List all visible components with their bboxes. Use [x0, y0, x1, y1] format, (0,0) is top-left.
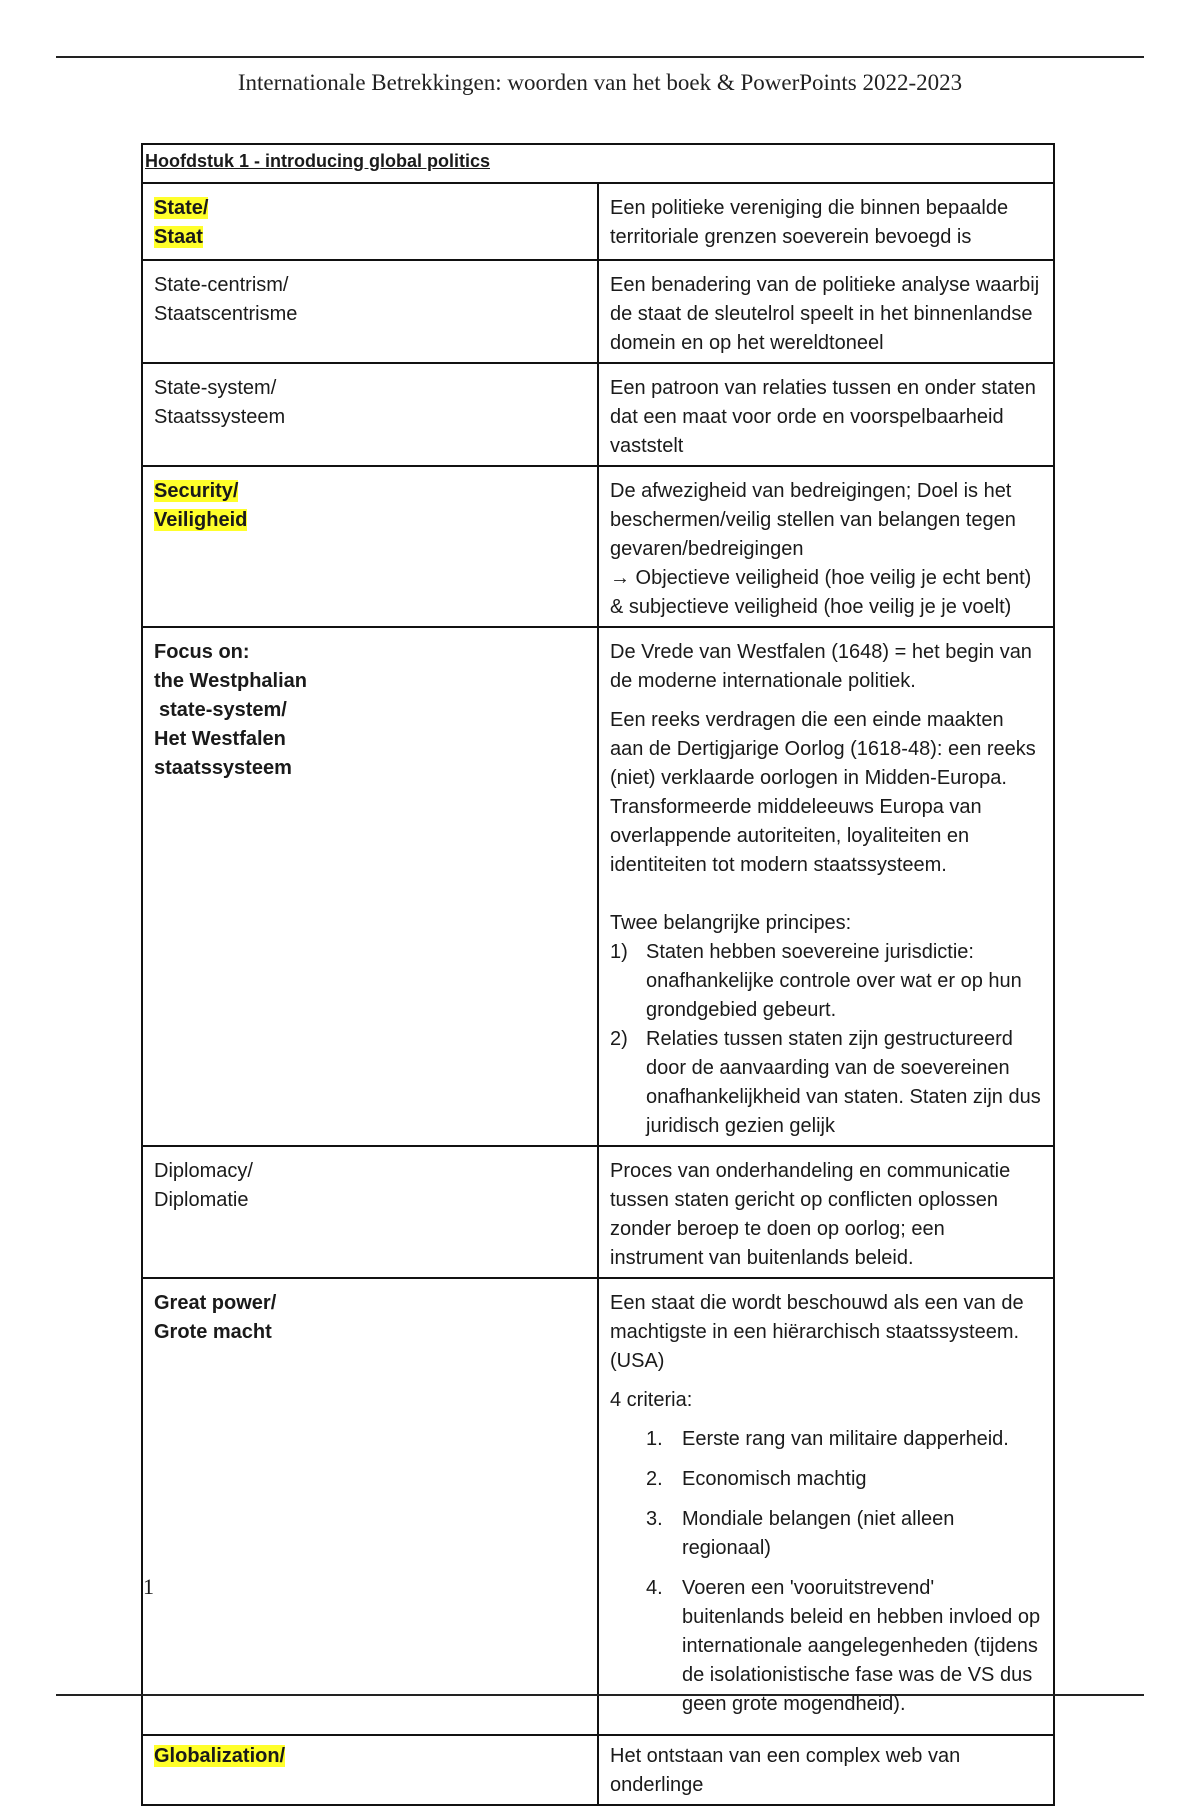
definition-text: Een reeks verdragen die een einde maakten aan de Dertigjarige Oorlog (1618-48): een reeks (niet) verklaarde oorlogen in Midden-Europa. Transformeerde middeleeuws Europa van overlappende autoriteiten, loyaliteiten en identiteiten tot modern staatssysteem.	[610, 709, 1036, 876]
term-line: Focus on:	[154, 641, 250, 663]
definition-text: Een patroon van relaties tussen en onder staten dat een maat voor orde en voorspelbaarheid vaststelt	[610, 377, 1036, 457]
list-item	[610, 1465, 1042, 1494]
definition-text: De Vrede van Westfalen (1648) = het begin van de moderne internationale politiek.	[610, 641, 1032, 692]
table-row	[142, 1278, 1054, 1735]
list-text: Relaties tussen staten zijn gestructureerd door de aanvaarding van de soevereinen onafhankelijkheid van staten. Staten zijn dus juridisch gezien gelijk	[646, 1028, 1041, 1137]
definition-text: Proces van onderhandeling en communicatie tussen staten gericht op conflicten oplossen zonder beroep te doen op oorlog; een instrument van buitenlands beleid.	[610, 1160, 1011, 1269]
criteria-heading: 4 criteria:	[610, 1389, 693, 1411]
page-number: 1	[143, 1574, 154, 1599]
list-item	[610, 1425, 1042, 1454]
term-cell	[142, 627, 598, 1146]
term-nl: Staatssysteem	[154, 406, 286, 428]
list-item	[610, 1025, 1042, 1141]
term-cell	[142, 466, 598, 627]
list-number: 2)	[610, 1028, 628, 1050]
table-row	[142, 466, 1054, 627]
list-text: Voeren een 'vooruitstrevend' buitenlands beleid en hebben invloed op internationale aangelegenheden (tijdens de isolationistische fase was de VS dus geen grote mogendheid).	[682, 1577, 1041, 1715]
page-header: Internationale Betrekkingen: woorden van het boek & PowerPoints 2022-2023	[237, 70, 963, 95]
list-text: Mondiale belangen (niet alleen regionaal)	[682, 1508, 955, 1559]
definition-cell	[598, 1278, 1054, 1735]
list-item	[610, 1505, 1042, 1563]
table-row	[142, 183, 1054, 260]
term-en: State/	[154, 197, 209, 219]
definition-text: Een politieke vereniging die binnen bepaalde territoriale grenzen soeverein bevoegd is	[610, 197, 1009, 248]
term-cell	[142, 260, 598, 363]
term-en: Globalization/	[154, 1745, 286, 1767]
table-row	[142, 1146, 1054, 1278]
term-nl: Staatscentrisme	[154, 303, 298, 325]
spacer	[610, 880, 1042, 909]
definition-note: → Objectieve veiligheid (hoe veilig je echt bent) & subjectieve veiligheid (hoe veilig je je voelt)	[610, 567, 1032, 618]
definition-text: De afwezigheid van bedreigingen; Doel is het beschermen/veilig stellen van belangen tegen gevaren/bedreigingen	[610, 480, 1016, 560]
term-line: staatssysteem	[154, 757, 292, 779]
list-number: 4.	[646, 1577, 663, 1599]
definition-cell	[598, 627, 1054, 1146]
term-nl: Staat	[154, 226, 203, 248]
definition-cell	[598, 1146, 1054, 1278]
term-cell	[142, 1278, 598, 1735]
term-nl: Veiligheid	[154, 509, 248, 531]
definition-cell	[598, 466, 1054, 627]
definition-cell	[598, 363, 1054, 466]
definition-text: Een benadering van de politieke analyse waarbij de staat de sleutelrol speelt in het binnenlandse domein en op het wereldtoneel	[610, 274, 1040, 354]
definition-cell	[598, 183, 1054, 260]
header-rule	[56, 56, 1144, 58]
list-number: 1)	[610, 941, 628, 963]
list-number: 3.	[646, 1508, 663, 1530]
principles-list	[610, 938, 1042, 1141]
list-item	[610, 938, 1042, 1025]
list-text: Eerste rang van militaire dapperheid.	[682, 1428, 1009, 1450]
table-row	[142, 260, 1054, 363]
criteria-list	[610, 1425, 1042, 1719]
list-text: Staten hebben soevereine jurisdictie: onafhankelijke controle over wat er op hun grondgebied gebeurt.	[646, 941, 1022, 1021]
term-en: Security/	[154, 480, 239, 502]
term-en: State-system/	[154, 377, 277, 399]
principles-heading: Twee belangrijke principes:	[610, 912, 852, 934]
term-en: Great power/	[154, 1292, 277, 1314]
table-row	[142, 627, 1054, 1146]
term-line: the Westphalian	[154, 670, 307, 692]
term-en: State-centrism/	[154, 274, 289, 296]
definition-text: Het ontstaan van een complex web van onderlinge	[610, 1745, 961, 1796]
table-row	[142, 1735, 1054, 1805]
chapter-row	[142, 144, 1054, 183]
glossary-table	[141, 143, 1055, 1806]
chapter-title: Hoofdstuk 1 - introducing global politics	[145, 151, 490, 171]
list-number: 1.	[646, 1428, 663, 1450]
table-row	[142, 363, 1054, 466]
term-line: state-system/	[159, 699, 287, 721]
term-cell	[142, 363, 598, 466]
list-number: 2.	[646, 1468, 663, 1490]
term-nl: Grote macht	[154, 1321, 272, 1343]
term-nl: Diplomatie	[154, 1189, 249, 1211]
term-en: Diplomacy/	[154, 1160, 253, 1182]
list-item	[610, 1574, 1042, 1719]
definition-cell	[598, 260, 1054, 363]
definition-text: Een staat die wordt beschouwd als een van de machtigste in een hiërarchisch staatssysteem. (USA)	[610, 1292, 1024, 1372]
definition-cell	[598, 1735, 1054, 1805]
footer-rule	[56, 1694, 1144, 1696]
term-cell	[142, 1146, 598, 1278]
chapter-cell	[142, 144, 1054, 183]
term-cell	[142, 183, 598, 260]
list-text: Economisch machtig	[682, 1468, 867, 1490]
term-cell	[142, 1735, 598, 1805]
term-line: Het Westfalen	[154, 728, 286, 750]
